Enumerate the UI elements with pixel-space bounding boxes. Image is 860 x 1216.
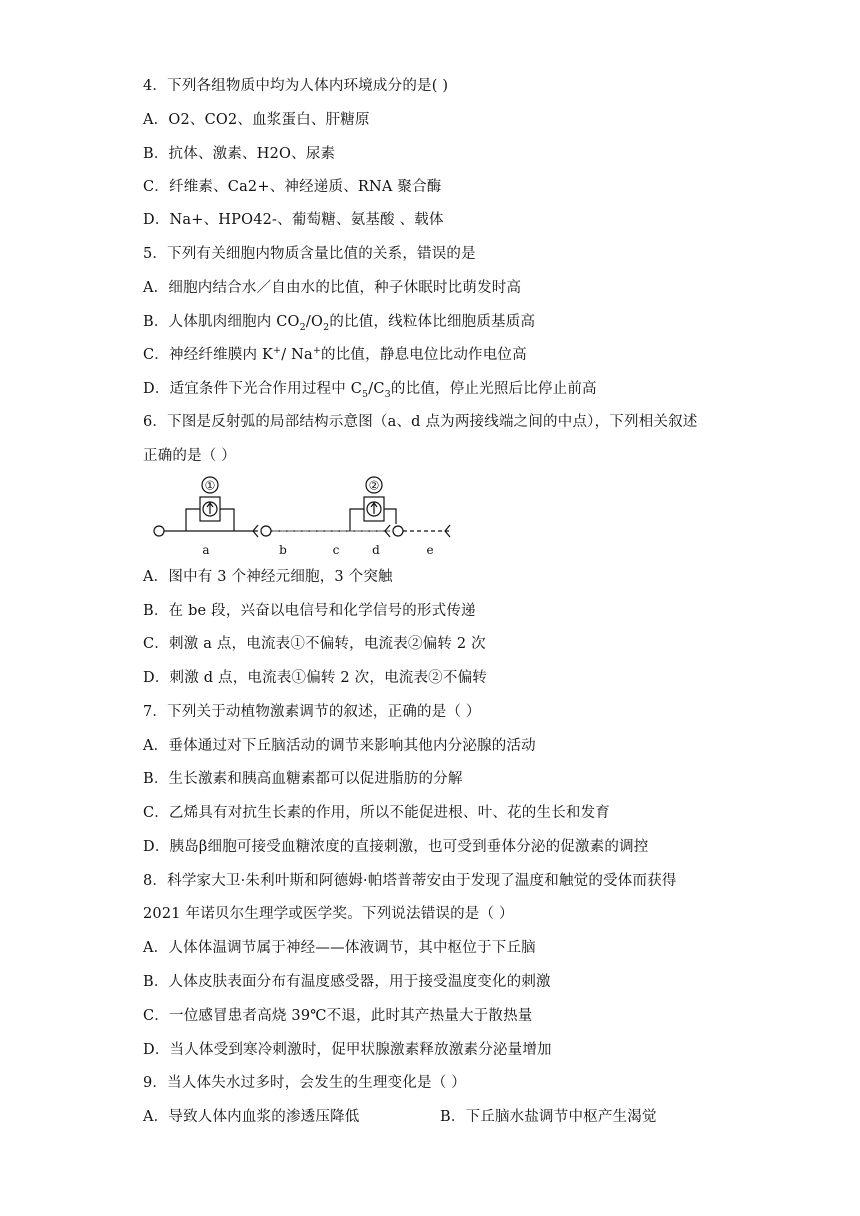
q5-option-a: A．细胞内结合水／自由水的比值，种子休眠时比萌发时高	[143, 280, 522, 296]
q8-option-a: A．人体体温调节属于神经——体液调节，其中枢位于下丘脑	[143, 940, 536, 956]
q5-option-d: D．适宜条件下光合作用过程中 $C_5/C_3$的比值，停止光照后比停止前高	[143, 381, 597, 400]
q8-option-c: C．一位感冒患者高烧 39℃不退，此时其产热量大于散热量	[143, 1008, 533, 1024]
q4-stem: 4．下列各组物质中均为人体内环境成分的是( )	[143, 78, 449, 94]
q7-option-b: B．生长激素和胰高血糖素都可以促进脂肪的分解	[143, 771, 463, 787]
point-label-d: d	[372, 543, 380, 557]
reflex-arc-diagram	[148, 474, 468, 560]
q6-option-b: B．在 be 段，兴奋以电信号和化学信号的形式传递	[143, 603, 476, 619]
q7-option-d: D．胰岛β细胞可接受血糖浓度的直接刺激，也可受到垂体分泌的促激素的调控	[143, 839, 649, 855]
q6-stem-line2: 正确的是（ ）	[143, 448, 237, 464]
q8-option-b: B．人体皮肤表面分布有温度感受器，用于接受温度变化的刺激	[143, 974, 551, 990]
neuron1-cell-body	[154, 526, 164, 536]
point-label-a: a	[202, 543, 210, 557]
meter2-label: ②	[368, 478, 380, 493]
q6-option-c: C．刺激 a 点，电流表①不偏转，电流表②偏转 2 次	[143, 636, 486, 652]
q7-option-a: A．垂体通过对下丘脑活动的调节来影响其他内分泌腺的活动	[143, 738, 536, 754]
q7-stem: 7．下列关于动植物激素调节的叙述，正确的是（ ）	[143, 704, 481, 720]
q8-stem-line1: 8．科学家大卫·朱利叶斯和阿德姆·帕塔普蒂安由于发现了温度和触觉的受体而获得	[143, 873, 677, 889]
neuron2-cell-body	[261, 526, 271, 536]
q4-option-d: D．Na+、HPO42-、葡萄糖、氨基酸 、载体	[143, 212, 444, 228]
q6-option-d: D．刺激 d 点，电流表①偏转 2 次，电流表②不偏转	[143, 670, 487, 686]
point-label-e: e	[426, 543, 434, 557]
q6-option-a: A．图中有 3 个神经元细胞，3 个突触	[143, 569, 393, 585]
q8-stem-line2: 2021 年诺贝尔生理学或医学奖。下列说法错误的是（ ）	[143, 906, 514, 922]
point-label-c: c	[332, 543, 340, 557]
q4-option-b: B．抗体、激素、H2O、尿素	[143, 146, 336, 162]
q6-stem-line1: 6．下图是反射弧的局部结构示意图（a、d 点为两接线端之间的中点），下列相关叙述	[143, 414, 698, 430]
neuron3-cell-body	[393, 526, 403, 536]
q9-option-b: B．下丘脑水盐调节中枢产生渴觉	[440, 1109, 657, 1125]
point-label-b: b	[279, 543, 287, 557]
q8-option-d: D．当人体受到寒冷刺激时，促甲状腺激素释放激素分泌量增加	[143, 1042, 552, 1058]
q5-option-b: B．人体肌肉细胞内 $CO_2/O_2$的比值，线粒体比细胞质基质高	[143, 314, 536, 333]
q9-option-a: A．导致人体内血浆的渗透压降低	[143, 1109, 360, 1125]
q4-option-a: A．O2、CO2、血浆蛋白、肝糖原	[143, 112, 370, 128]
q9-stem: 9．当人体失水过多时，会发生的生理变化是（ ）	[143, 1075, 466, 1091]
meter1-label: ①	[204, 478, 216, 493]
q5-stem: 5．下列有关细胞内物质含量比值的关系，错误的是	[143, 246, 476, 262]
q7-option-c: C．乙烯具有对抗生长素的作用，所以不能促进根、叶、花的生长和发育	[143, 805, 610, 821]
q4-option-c: C．纤维素、Ca2+、神经递质、RNA 聚合酶	[143, 179, 442, 195]
q5-option-c: C．神经纤维膜内 K+/ Na+的比值，静息电位比动作电位高	[143, 345, 527, 363]
